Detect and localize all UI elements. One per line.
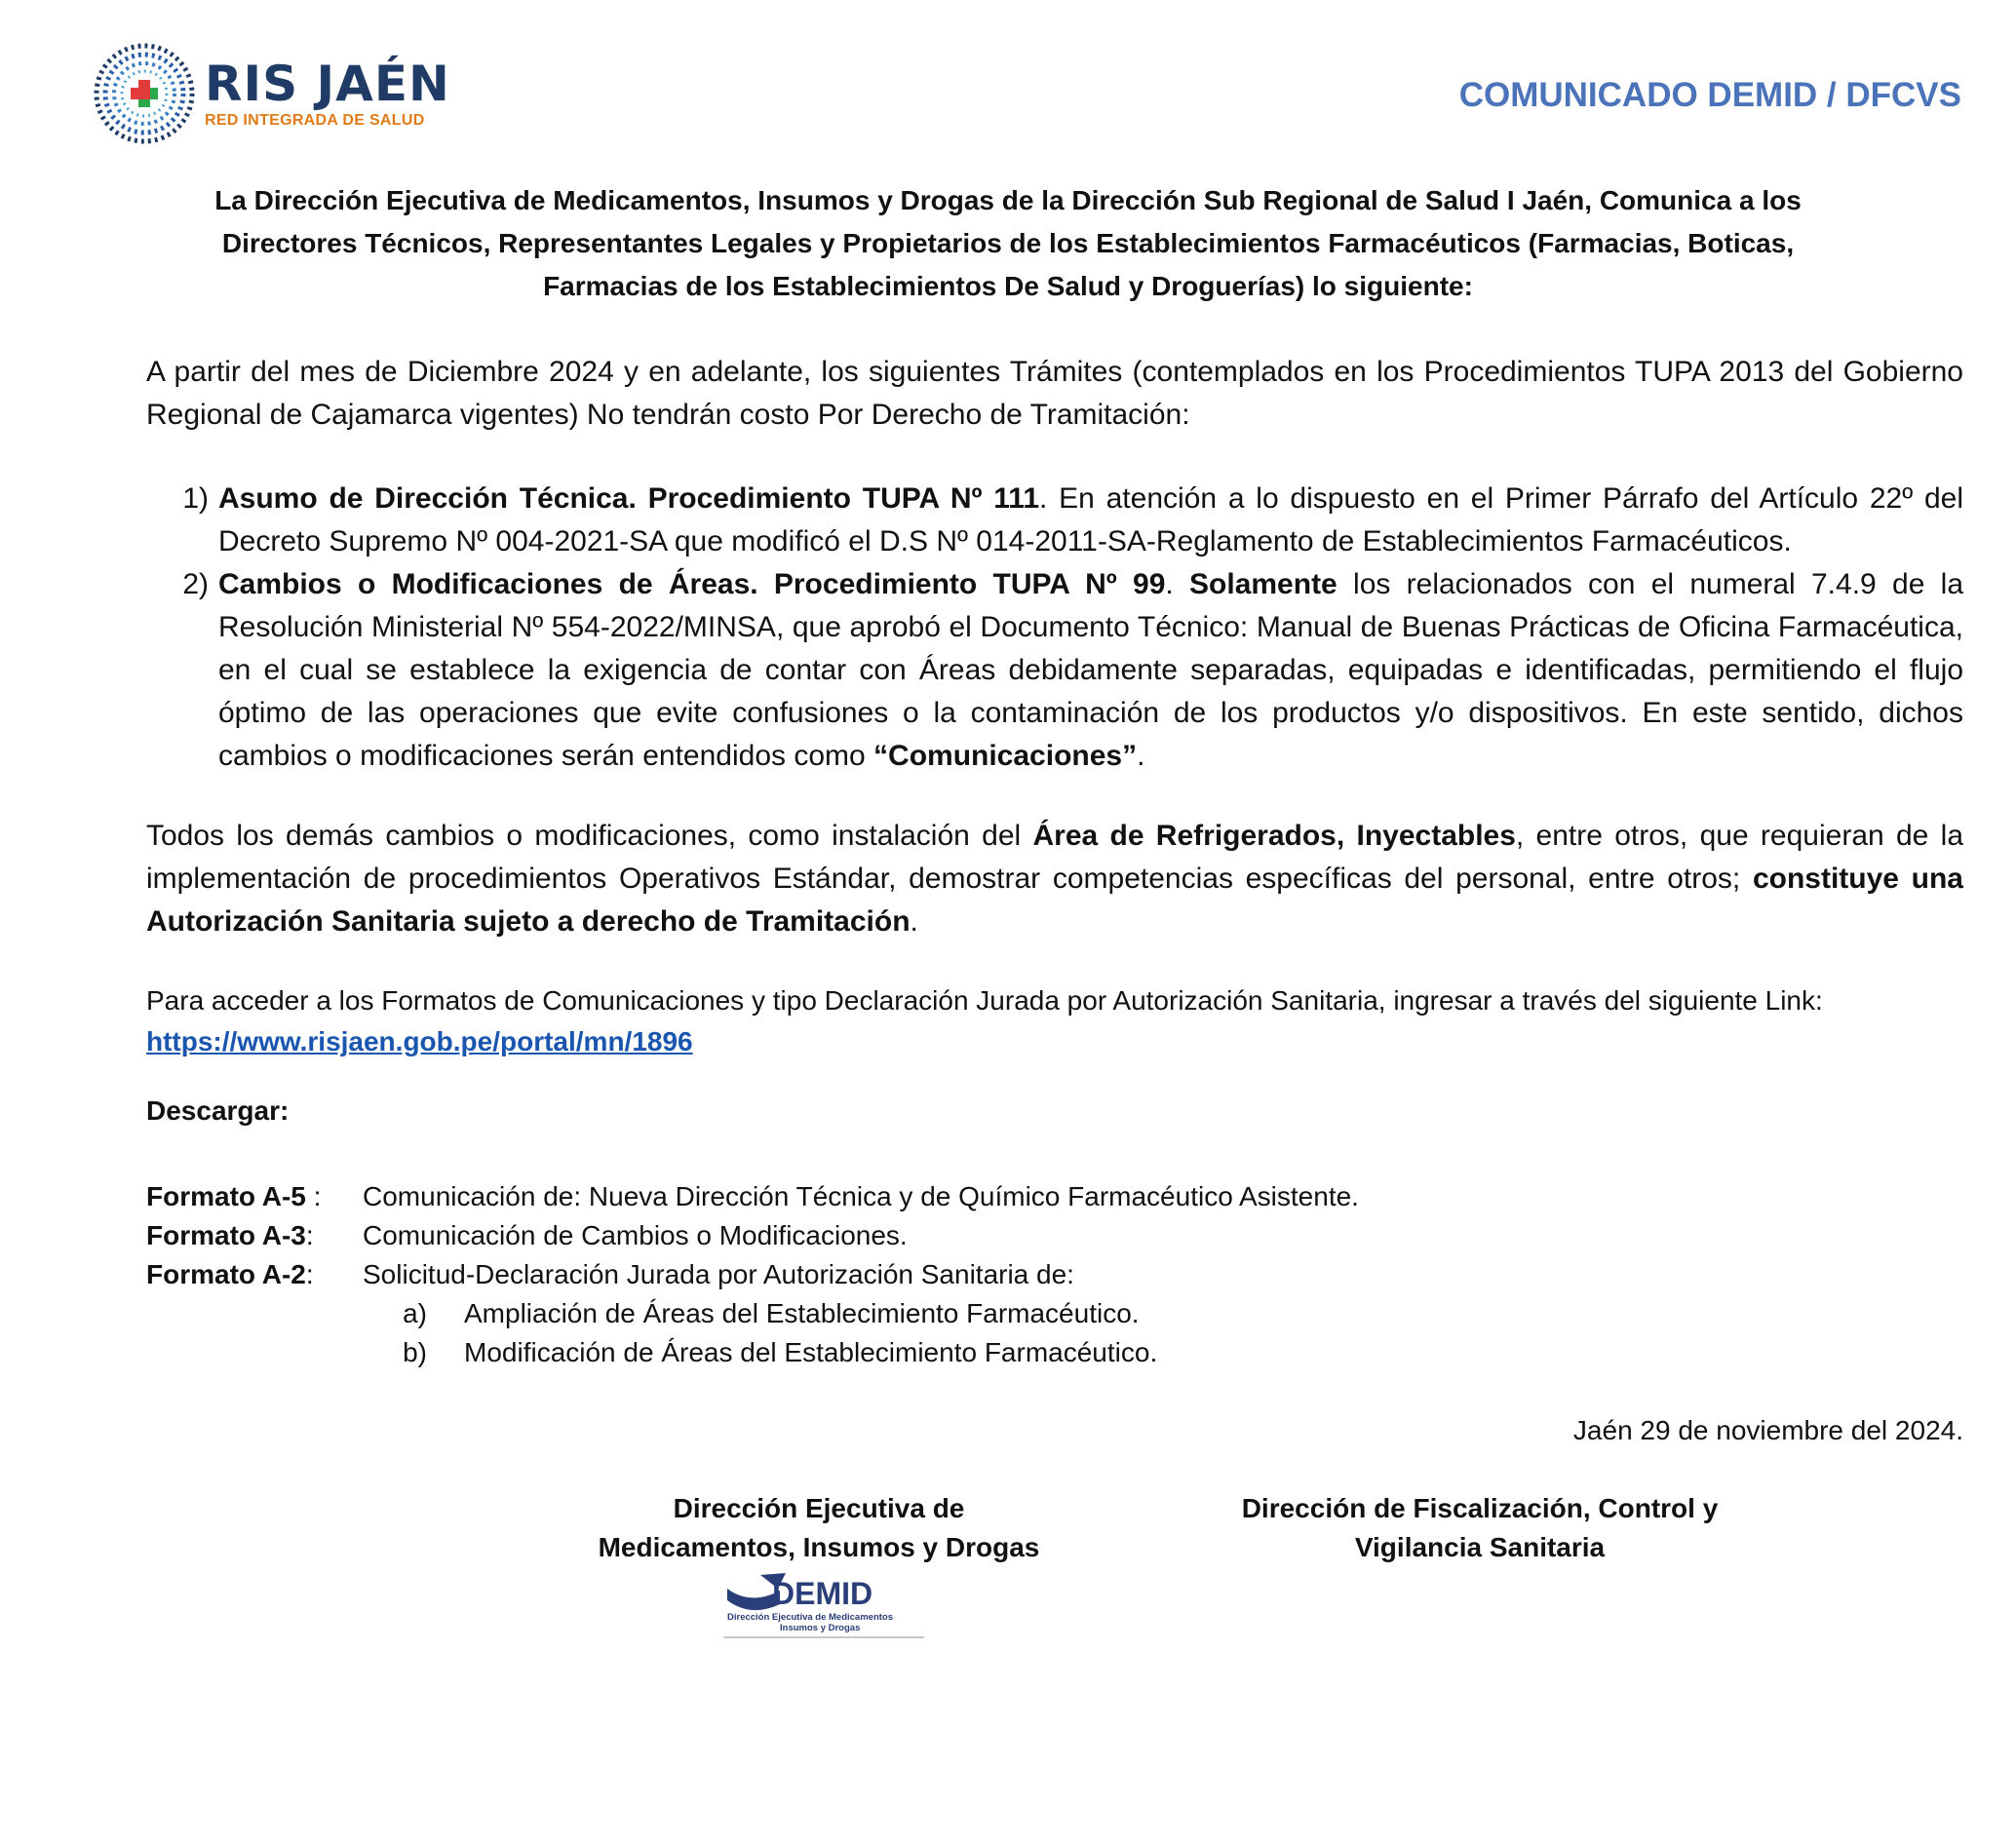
- text-span: , entre otros, que requieran de la implementación de procedimientos Operativos Estándar, demostrar competencias específicas del personal, entre otros;: [146, 820, 1964, 895]
- text-span: .: [910, 905, 918, 938]
- format-row: [146, 1216, 1359, 1255]
- download-label: Descargar:: [146, 1095, 290, 1126]
- format-subitem: [146, 1294, 1359, 1333]
- text-span: Todos los demás cambios o modificaciones, como instalación del: [146, 820, 1033, 852]
- list-item-title: Asumo de Dirección Técnica. Procedimiento TUPA Nº 111: [218, 482, 1040, 515]
- signature-demid: [546, 1489, 1092, 1567]
- list-item: [146, 478, 1963, 563]
- access-text: Para acceder a los Formatos de Comunicaciones y tipo Declaración Jurada por Autorización Sanitaria, ingresar a través del siguiente Link:: [146, 985, 1823, 1016]
- signature-line: Dirección Ejecutiva de: [673, 1493, 965, 1523]
- list-item-title: Cambios o Modificaciones de Áreas. Procedimiento TUPA Nº 99: [218, 568, 1166, 600]
- demid-line1: Dirección Ejecutiva de Medicamentos: [727, 1612, 894, 1623]
- formats-list: [146, 1177, 1359, 1372]
- format-row: [146, 1177, 1359, 1216]
- list-item: [146, 563, 1963, 778]
- list-item-body: los relacionados con el numeral 7.4.9 de la Resolución Ministerial Nº 554-2022/MINSA, que aprobó el Documento Técnico: Manual de Buenas Prácticas de Oficina Farmacéutica, en el cual se establece la exigencia de contar con Áreas debidamente separadas, equipadas e identificadas, permitiendo el flujo óptimo de las operaciones que evite confusiones o la contaminación de los productos y/o dispositivos. En este sentido, dichos cambios o modificaciones serán entendidos como: [218, 568, 1964, 772]
- list-number: 1): [182, 482, 209, 515]
- list-item-emphasis: “Comunicaciones”: [873, 740, 1138, 772]
- intro-line: La Dirección Ejecutiva de Medicamentos, Insumos y Drogas de la Dirección Sub Regional de Salud I Jaén, Comunica a los: [214, 185, 1802, 215]
- subitem-text: Ampliación de Áreas del Establecimiento Farmacéutico.: [464, 1298, 1140, 1328]
- document-title: COMUNICADO DEMID / DFCVS: [1458, 76, 1961, 114]
- list-number: 2): [182, 568, 209, 600]
- intro-line: Directores Técnicos, Representantes Legales y Propietarios de los Establecimientos Farmacéuticos (Farmacias, Boticas,: [221, 228, 1795, 258]
- list-item-separator: .: [1165, 568, 1190, 600]
- signature-dfcvs: [1197, 1489, 1763, 1567]
- format-description: Solicitud-Declaración Jurada por Autorización Sanitaria de:: [363, 1259, 1074, 1289]
- logo-name: RIS JAÉN: [205, 56, 450, 112]
- signature-line: Dirección de Fiscalización, Control y: [1241, 1493, 1719, 1523]
- format-label: [146, 1177, 363, 1216]
- list-item-emphasis: Solamente: [1189, 568, 1338, 600]
- format-description: Comunicación de: Nueva Dirección Técnica y de Químico Farmacéutico Asistente.: [363, 1181, 1359, 1211]
- format-sep: :: [305, 1220, 314, 1250]
- subitem-letter: a): [403, 1298, 427, 1328]
- paragraph-access-link: [146, 980, 1963, 1062]
- paragraph-other-changes: [146, 815, 1963, 943]
- demid-name: DEMID: [772, 1576, 873, 1611]
- list-item-text: [218, 563, 1963, 778]
- format-label: [146, 1216, 363, 1255]
- format-code: Formato A-5: [146, 1181, 306, 1211]
- list-item-body: . En atención a lo dispuesto en el Primer Párrafo del Artículo 22º del Decreto Supremo Nº 004-2021-SA que modificó el D.S Nº 014-2011-SA-Reglamento de Establecimientos Farmacéuticos.: [218, 482, 1963, 557]
- emphasis-text: Área de Refrigerados, Inyectables: [1032, 820, 1516, 852]
- ris-jaen-logo: [94, 43, 450, 144]
- format-row: [146, 1255, 1359, 1294]
- ris-jaen-logo-icon: [94, 43, 195, 144]
- signature-line: Vigilancia Sanitaria: [1354, 1532, 1606, 1562]
- subitem-text: Modificación de Áreas del Establecimiento Farmacéutico.: [464, 1337, 1158, 1367]
- demid-logo: [721, 1571, 926, 1641]
- paragraph-procedures: A partir del mes de Diciembre 2024 y en adelante, los siguientes Trámites (contemplados en los Procedimientos TUPA 2013 del Gobierno Regional de Cajamarca vigentes) No tendrán costo Por Derecho de Tramitación:: [146, 356, 1963, 431]
- format-sep: :: [305, 1259, 314, 1289]
- list-item-text: [218, 478, 1963, 563]
- emphasis-text: constituye una Autorización Sanitaria sujeto a derecho de Tramitación: [146, 863, 1963, 938]
- format-subitem: [146, 1333, 1359, 1372]
- list-item-end: .: [1137, 740, 1145, 772]
- logo-subtitle: RED INTEGRADA DE SALUD: [205, 112, 425, 129]
- format-sep: :: [305, 1181, 322, 1211]
- signature-line: Medicamentos, Insumos y Drogas: [598, 1532, 1040, 1562]
- intro-line: Farmacias de los Establecimientos De Salud y Droguerías) lo siguiente:: [543, 271, 1473, 301]
- format-description: Comunicación de Cambios o Modificaciones.: [363, 1220, 908, 1250]
- formats-link[interactable]: https://www.risjaen.gob.pe/portal/mn/1896: [146, 1026, 693, 1056]
- demid-line2: Insumos y Drogas: [780, 1623, 861, 1633]
- document-date: Jaén 29 de noviembre del 2024.: [1572, 1415, 1963, 1445]
- intro-heading: [156, 179, 1860, 308]
- procedures-list: [146, 478, 1963, 778]
- subitem-letter: b): [403, 1337, 427, 1367]
- format-code: Formato A-2: [146, 1259, 306, 1289]
- format-code: Formato A-3: [146, 1220, 306, 1250]
- format-label: [146, 1255, 363, 1294]
